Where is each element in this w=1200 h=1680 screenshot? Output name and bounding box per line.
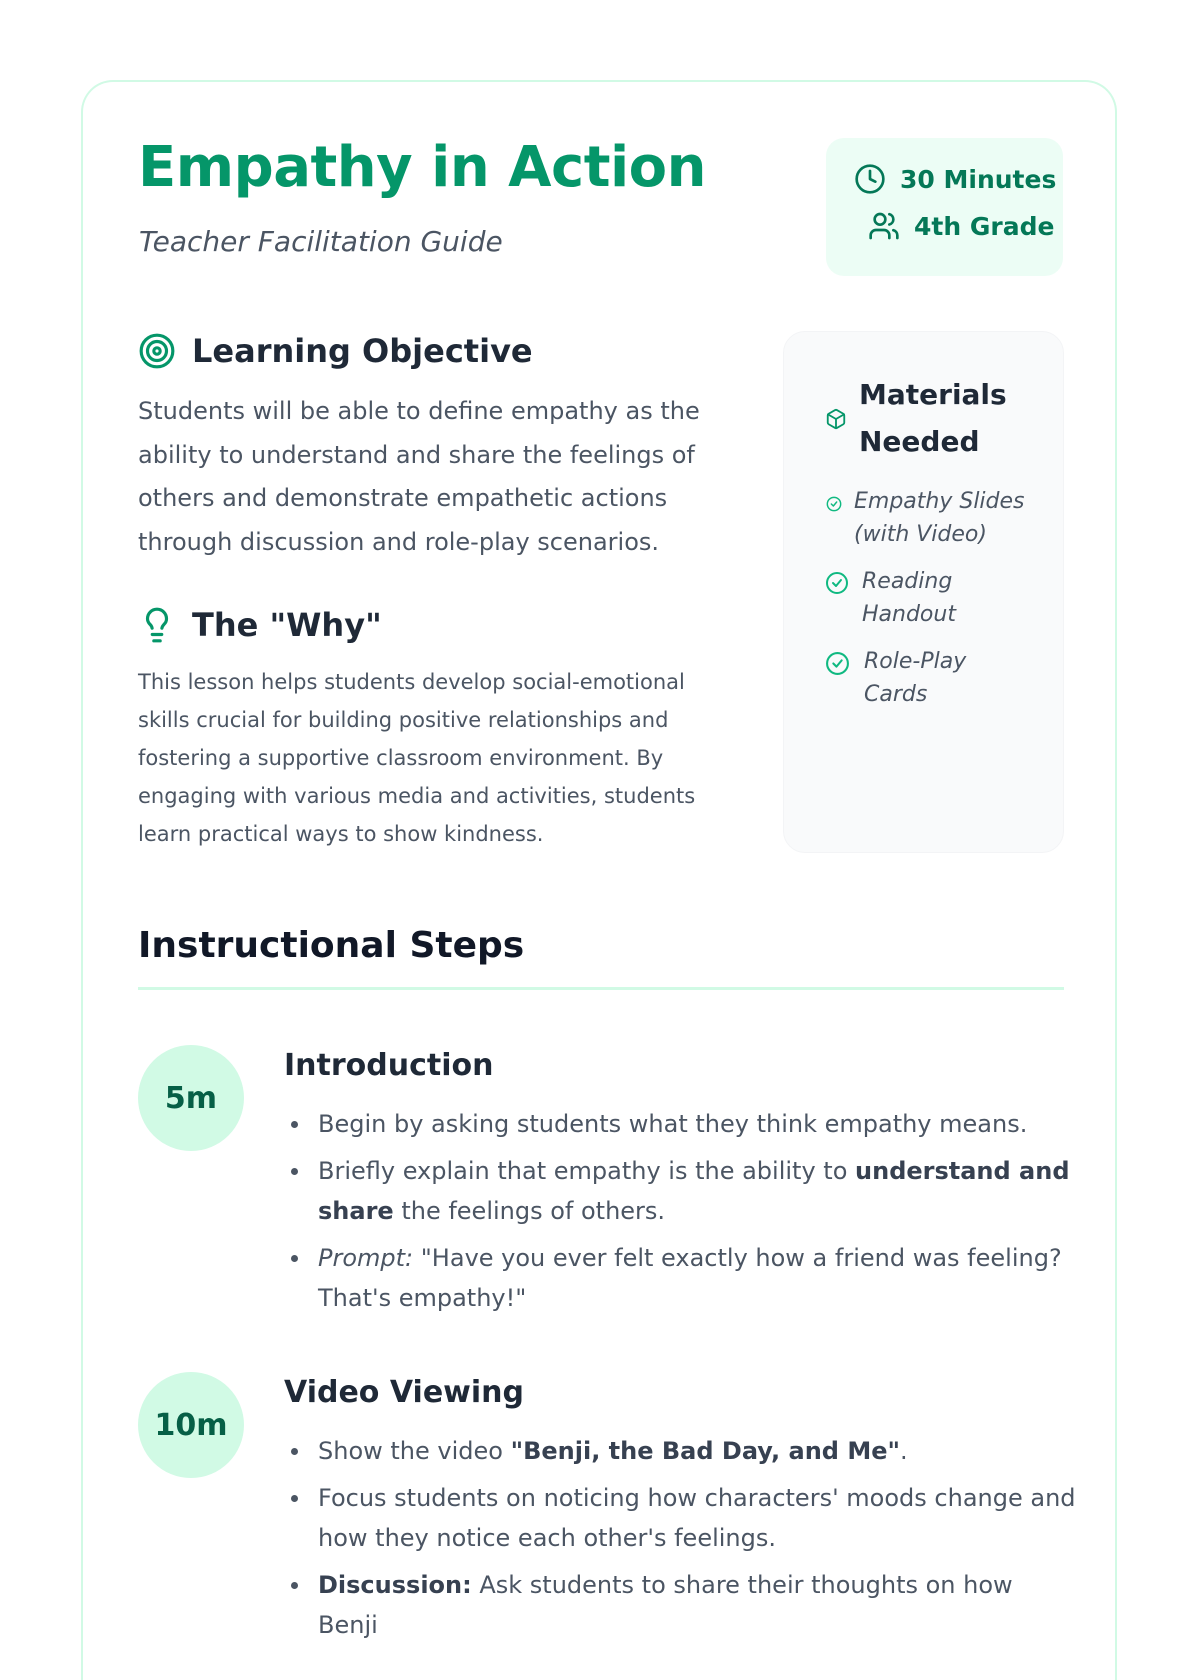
objective-heading-text: Learning Objective bbox=[192, 332, 533, 370]
grade-text: 4th Grade bbox=[914, 211, 1055, 241]
steps-divider bbox=[138, 987, 1064, 990]
why-heading-text: The "Why" bbox=[192, 606, 382, 644]
step-bullet: Briefly explain that empathy is the ability to understand and share the feelings of others. bbox=[318, 1151, 1080, 1231]
material-item: Reading Handout bbox=[862, 569, 956, 627]
objective-text: Students will be able to define empathy as the ability to understand and share the feelings of others and demonstrate empathetic actions through discussion and role-play scenarios. bbox=[138, 397, 700, 556]
duration-badge bbox=[854, 163, 1056, 195]
lesson-meta-box bbox=[826, 138, 1063, 276]
grade-badge bbox=[868, 210, 1054, 242]
step-title: Introduction bbox=[284, 1048, 494, 1083]
step-bullet: Begin by asking students what they think empathy means. bbox=[318, 1104, 1080, 1144]
materials-title: Materials Needed bbox=[859, 378, 1007, 458]
page-subtitle: Teacher Facilitation Guide bbox=[139, 225, 503, 258]
step-bullet: Prompt: "Have you ever felt exactly how a friend was feeling? That's empathy!" bbox=[318, 1238, 1080, 1318]
check-circle-icon bbox=[825, 571, 849, 595]
why-heading bbox=[138, 606, 382, 644]
step-bullet: Discussion: Ask students to share their thoughts on how Benji bbox=[318, 1565, 1080, 1645]
check-circle-icon bbox=[826, 496, 842, 512]
step-bullet: Show the video "Benji, the Bad Day, and Me". bbox=[318, 1431, 1080, 1471]
box-icon bbox=[825, 408, 847, 430]
steps-heading: Instructional Steps bbox=[138, 925, 525, 966]
objective-heading bbox=[138, 332, 533, 370]
clock-icon bbox=[854, 163, 886, 195]
step-bullet-list bbox=[284, 1104, 1080, 1325]
why-text: This lesson helps students develop social-emotional skills crucial for building positive relationships and fostering a supportive classroom environment. By engaging with various media and activities, students learn practical ways to show kindness. bbox=[138, 670, 696, 846]
lightbulb-icon bbox=[138, 606, 176, 644]
material-item: Empathy Slides (with Video) bbox=[854, 489, 1025, 547]
check-circle-icon bbox=[825, 651, 850, 676]
duration-text: 30 Minutes bbox=[900, 164, 1057, 194]
step-title: Video Viewing bbox=[284, 1375, 524, 1410]
users-icon bbox=[868, 210, 900, 242]
step-bullet: Focus students on noticing how characters' moods change and how they notice each other's feelings. bbox=[318, 1478, 1080, 1558]
page-title: Empathy in Action bbox=[138, 135, 707, 200]
target-icon bbox=[138, 332, 176, 370]
step-duration-badge: 10m bbox=[138, 1372, 244, 1478]
step-duration-badge: 5m bbox=[138, 1045, 244, 1151]
step-bullet-list bbox=[284, 1431, 1080, 1652]
material-item: Role-Play Cards bbox=[864, 649, 967, 707]
